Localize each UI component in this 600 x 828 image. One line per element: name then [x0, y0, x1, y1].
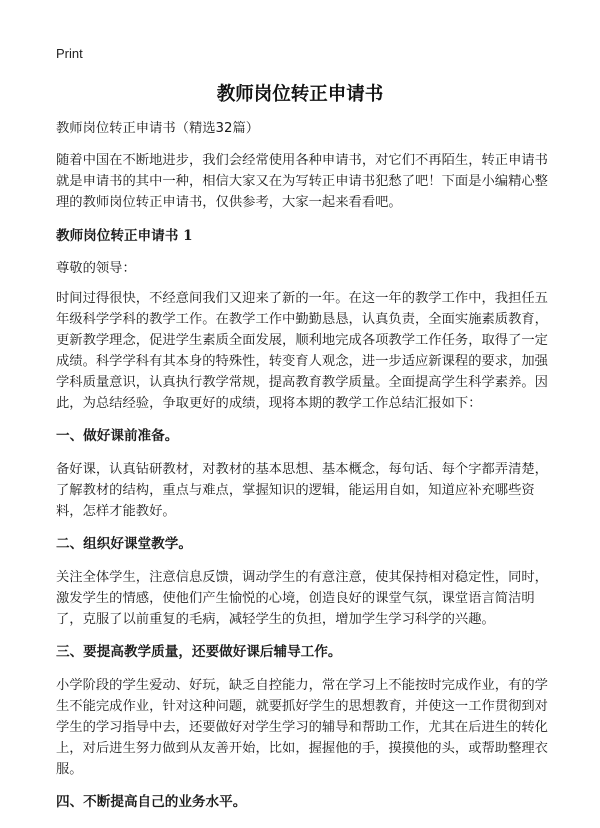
greeting: 尊敬的领导： — [56, 261, 136, 276]
document-subtitle: 教师岗位转正申请书（精选32篇） — [56, 121, 260, 136]
intro-paragraph: 随着中国在不断地进步，我们会经常使用各种申请书，对它们不再陌生，转正申请书就是申请书的其中一种，相信大家又在为写转正申请书犯愁了吧！下面是小编精心整理的教师岗位转正申请书，仅供参考，大家一起来看看吧。 — [56, 153, 548, 210]
section-heading-1: 一、做好课前准备。 — [56, 428, 179, 444]
section-paragraph-3: 小学阶段的学生爱动、好玩，缺乏自控能力，常在学习上不能按时完成作业，有的学生不能完成作业，针对这种问题，就要抓好学生的思想教育，并使这一工作贯彻到对学生的学习指导中去，还要做好对学生学习的辅导和帮助工作，尤其在后进生的转化上，对后进生努力做到从友善开始，比如，握握他的手，摸摸他的头，或帮助整理衣服。 — [56, 678, 548, 777]
section-paragraph-1: 备好课，认真钻研教材，对教材的基本思想、基本概念，每句话、每个字都弄清楚，了解教材的结构，重点与难点，掌握知识的逻辑，能运用自如，知道应补充哪些资料，怎样才能教好。 — [56, 462, 548, 519]
print-link[interactable]: Print — [56, 46, 83, 61]
section-heading-4: 四、不断提高自己的业务水平。 — [56, 794, 247, 810]
section-paragraph-2: 关注全体学生，注意信息反馈，调动学生的有意注意，使其保持相对稳定性，同时，激发学生的情感，使他们产生愉悦的心境，创造良好的课堂气氛，课堂语言简洁明了，克服了以前重复的毛病，减轻学生的负担，增加学生学习科学的兴趣。 — [56, 570, 548, 627]
section-heading-3: 三、要提高教学质量，还要做好课后辅导工作。 — [56, 644, 342, 660]
section-heading-2: 二、组织好课堂教学。 — [56, 536, 192, 552]
section-title: 教师岗位转正申请书 1 — [56, 228, 193, 244]
body-paragraph: 时间过得很快，不经意间我们又迎来了新的一年。在这一年的教学工作中，我担任五年级科学学科的教学工作。在教学工作中勤勤恳恳，认真负责，全面实施素质教育，更新教学理念，促进学生素质全面发展，顺利地完成各项教学工作任务，取得了一定成绩。科学学科有其本身的特殊性，转变育人观念，进一步适应新课程的要求，加强学科质量意识，认真执行教学常规，提高教育教学质量。全面提高学生科学素养。因此，为总结经验，争取更好的成绩，现将本期的教学工作总结汇报如下： — [56, 291, 548, 411]
document-content — [56, 118, 556, 825]
page-title: 教师岗位转正申请书 — [216, 84, 384, 105]
